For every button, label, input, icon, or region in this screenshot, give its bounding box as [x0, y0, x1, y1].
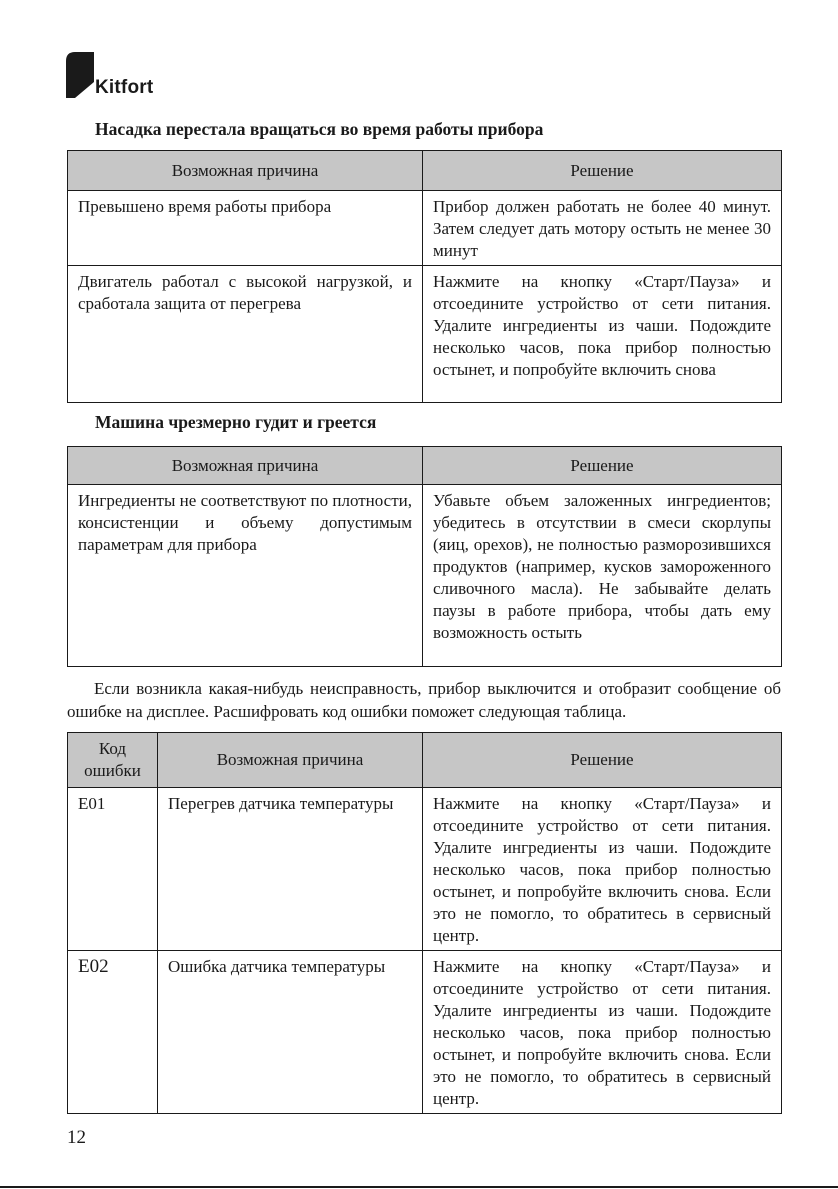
- header-solution: Решение: [423, 151, 782, 191]
- header-solution: Решение: [423, 447, 782, 485]
- table-row: [68, 951, 782, 1114]
- solution-cell: Нажмите на кнопку «Старт/Пауза» и отсоедините устройство от сети питания. Удалите ингредиенты из чаши. Подождите несколько часов, пока прибор полностью остынет, и попробуйте включить снова. Если это не помогло, то обратитесь в сервисный центр.: [423, 951, 782, 1114]
- page-number: 12: [67, 1127, 86, 1148]
- cause-cell: Ингредиенты не соответствуют по плотности, консистенции и объему допустимым параметрам для прибора: [68, 485, 423, 667]
- cause-cell: Двигатель работал с высокой нагрузкой, и сработала защита от перегрева: [68, 266, 423, 403]
- cause-cell: Превышено время работы прибора: [68, 191, 423, 266]
- solution-cell: Прибор должен работать не более 40 минут. Затем следует дать мотору остыть не менее 30 минут: [423, 191, 782, 266]
- table-header-row: [68, 733, 782, 788]
- cause-cell: Ошибка датчика температуры: [158, 951, 423, 1114]
- section-1-table: [67, 150, 782, 403]
- section-2-title: Машина чрезмерно гудит и греется: [95, 412, 377, 432]
- header-cause: Возможная причина: [68, 151, 423, 191]
- table-row: [68, 485, 782, 667]
- error-code-cell: E01: [68, 788, 158, 951]
- kitfort-logo: [66, 52, 176, 104]
- solution-cell: Нажмите на кнопку «Старт/Пауза» и отсоедините устройство от сети питания. Удалите ингредиенты из чаши. Подождите несколько часов, пока прибор полностью остынет, и попробуйте включить снова. Если это не помогло, то обратитесь в сервисный центр.: [423, 788, 782, 951]
- error-codes-table: [67, 732, 782, 1114]
- header-cause: Возможная причина: [68, 447, 423, 485]
- section-2-table: [67, 446, 782, 667]
- header-code: Код ошибки: [68, 733, 158, 788]
- section-1-title: Насадка перестала вращаться во время работы прибора: [95, 119, 544, 139]
- error-code-cell: E02: [68, 951, 158, 1114]
- header-solution: Решение: [423, 733, 782, 788]
- table-header-row: [68, 447, 782, 485]
- brand-name: Kitfort: [95, 77, 154, 98]
- header-cause: Возможная причина: [158, 733, 423, 788]
- error-intro-paragraph: Если возникла какая-нибудь неисправность, прибор выключится и отобразит сообщение об ошибке на дисплее. Расшифровать код ошибки поможет следующая таблица.: [67, 679, 781, 721]
- table-row: [68, 266, 782, 403]
- cause-cell: Перегрев датчика температуры: [158, 788, 423, 951]
- kitfort-logo-icon: [66, 52, 96, 102]
- table-row: [68, 191, 782, 266]
- page-bottom-rule: [0, 1186, 838, 1188]
- solution-cell: Нажмите на кнопку «Старт/Пауза» и отсоедините устройство от сети питания. Удалите ингредиенты из чаши. Подождите несколько часов, пока прибор полностью остынет, и попробуйте включить снова: [423, 266, 782, 403]
- solution-cell: Убавьте объем заложенных ингредиентов; убедитесь в отсутствии в смеси скорлупы (яиц, орехов), не полностью разморозившихся продуктов (например, кусков замороженного сливочного масла). Не забывайте делать паузы в работе прибора, чтобы дать ему возможность остыть: [423, 485, 782, 667]
- table-row: [68, 788, 782, 951]
- table-header-row: [68, 151, 782, 191]
